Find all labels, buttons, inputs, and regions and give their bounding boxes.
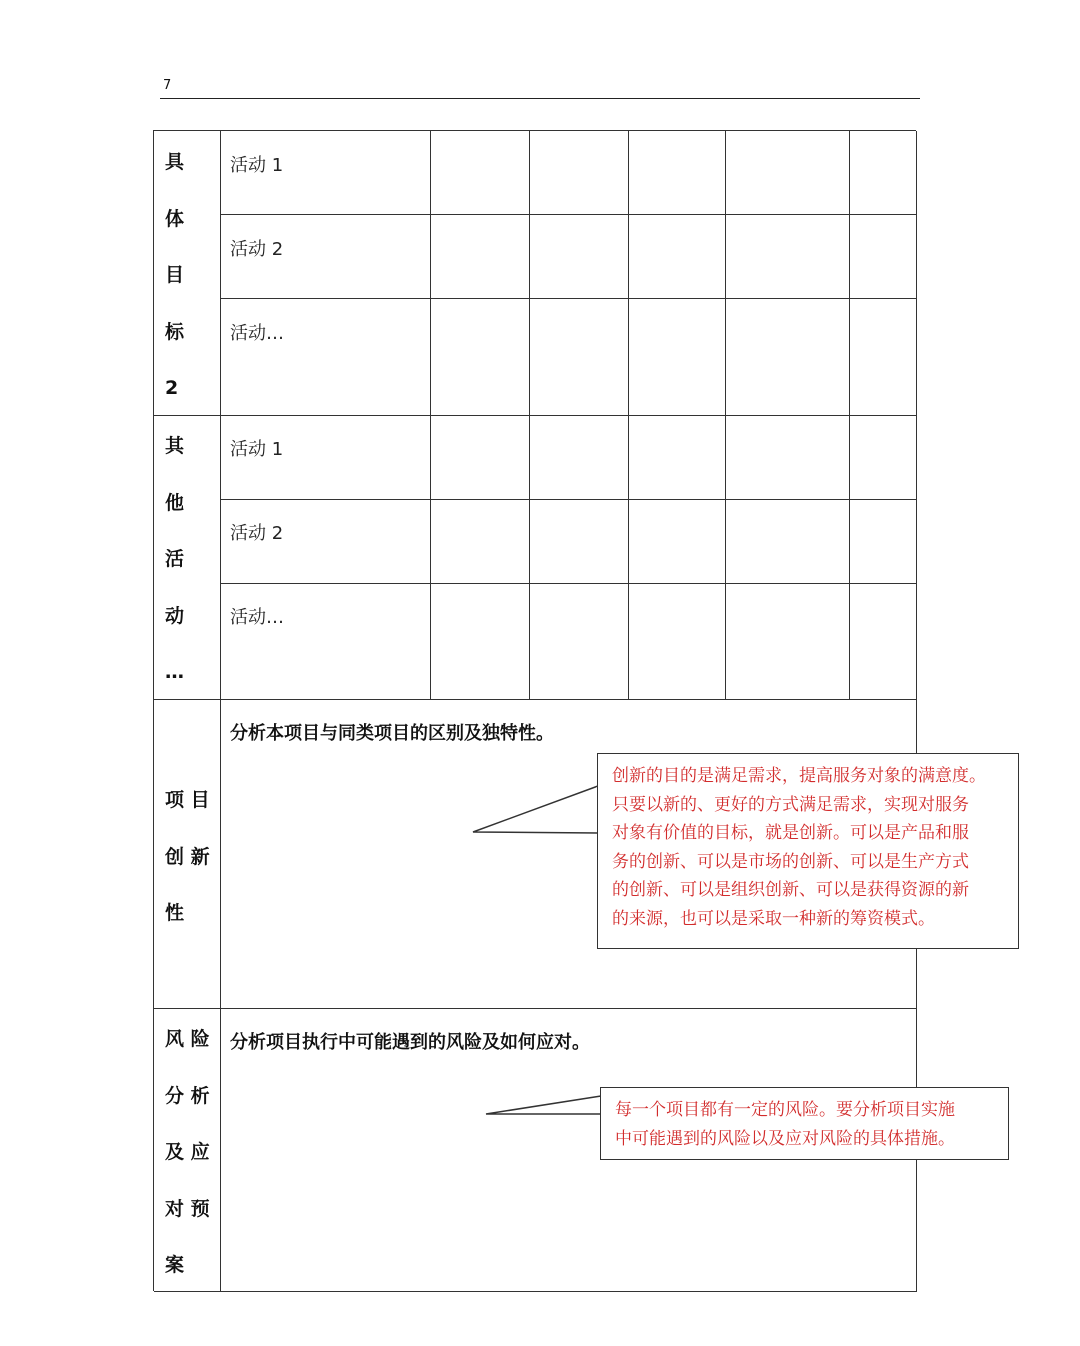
activity-label: 活动 1 [230,155,284,176]
risk-prompt: 分析项目执行中可能遇到的风险及如何应对。 [230,1032,590,1053]
callout-line: 每一个项目都有一定的风险。要分析项目实施 [615,1100,955,1120]
activity-label: 活动 1 [230,439,284,460]
callout-line: 中可能遇到的风险以及应对风险的具体措施。 [615,1128,955,1149]
callout-line: 的创新、可以是组织创新、可以是获得资源的新 [612,880,969,900]
section-label-risk: 风 险 分 析 及 应 对 预 案 [165,1028,210,1276]
innovation-callout-tail [473,786,598,833]
callout-line: 的来源，也可以是采取一种新的筹资模式。 [612,908,935,929]
risk-callout-tail [486,1096,601,1114]
section-label-other-activities: 其 他 活 动 … [165,435,185,683]
activity-label: 活动… [230,607,284,628]
callout-line: 对象有价值的目标，就是创新。可以是产品和服 [612,823,969,843]
callout-line: 只要以新的、更好的方式满足需求，实现对服务 [612,794,969,815]
innovation-prompt: 分析本项目与同类项目的区别及独特性。 [230,723,554,744]
innovation-callout [597,753,1019,949]
section-label-innovation: 项 目 创 新 性 [165,789,210,924]
activity-label: 活动 2 [230,523,284,544]
callout-line: 创新的目的是满足需求，提高服务对象的满意度。 [612,766,986,786]
page-number: 7 [163,78,172,93]
callout-line: 务的创新、可以是市场的创新、可以是生产方式 [612,851,969,872]
activity-label: 活动 2 [230,239,284,260]
risk-callout [600,1087,1009,1160]
section-label-goal-2: 具 体 目 标 2 [165,151,185,399]
activity-label: 活动… [230,323,284,344]
